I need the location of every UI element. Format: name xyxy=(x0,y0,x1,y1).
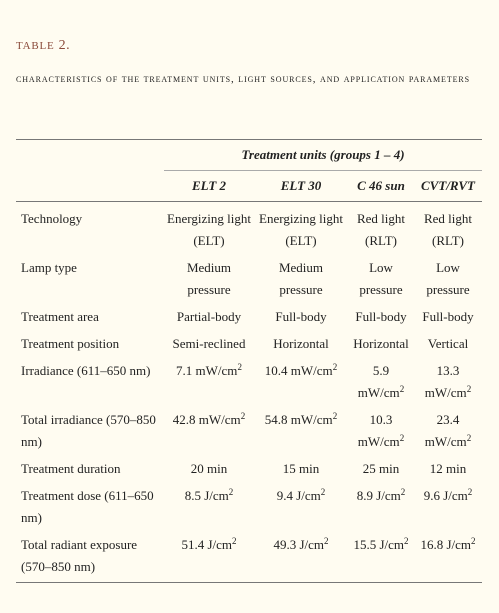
table-body xyxy=(16,202,482,583)
table-caption: characteristics of the treatment units, light sources, and application parameters xyxy=(16,73,470,85)
value-cell xyxy=(414,303,482,330)
value-text: 13.3 mW/cm xyxy=(424,363,467,400)
value-text: 8.9 J/cm xyxy=(356,488,401,503)
unit-header: ELT 2 xyxy=(164,171,254,202)
value-text: Full-body xyxy=(422,309,474,324)
value-text: Semi-reclined xyxy=(172,336,246,351)
table-label-number: 2. xyxy=(58,38,71,53)
value-cell xyxy=(254,531,348,582)
unit-exponent: 2 xyxy=(324,536,329,546)
table-label xyxy=(16,38,70,54)
unit-exponent: 2 xyxy=(471,536,476,546)
table-row xyxy=(16,482,482,531)
value-text: Horizontal xyxy=(353,336,409,351)
value-cell xyxy=(348,482,414,531)
group-header: Treatment units (groups 1 – 4) xyxy=(164,140,482,171)
value-cell xyxy=(348,455,414,482)
value-text: 5.9 mW/cm xyxy=(357,363,400,400)
value-cell xyxy=(414,202,482,255)
value-cell xyxy=(348,330,414,357)
table-row xyxy=(16,357,482,406)
value-text: 51.4 J/cm xyxy=(181,537,233,552)
unit-exponent: 2 xyxy=(320,487,326,497)
param-label: Lamp type xyxy=(21,260,77,275)
unit-exponent: 2 xyxy=(400,487,406,497)
value-text: Full-body xyxy=(275,309,327,324)
unit-exponent: 2 xyxy=(240,411,246,421)
unit-exponent: 2 xyxy=(404,536,409,546)
table-row xyxy=(16,406,482,455)
value-text: 15.5 J/cm xyxy=(353,537,405,552)
value-cell xyxy=(414,531,482,582)
value-cell xyxy=(348,357,414,406)
value-cell xyxy=(414,357,482,406)
value-cell xyxy=(348,531,414,582)
unit-exponent: 2 xyxy=(467,487,473,497)
param-label: Treatment duration xyxy=(21,461,121,476)
value-cell xyxy=(164,482,254,531)
value-text: Full-body xyxy=(355,309,407,324)
value-text: 42.8 mW/cm xyxy=(172,412,241,427)
value-text: Energizing light (ELT) xyxy=(259,211,343,248)
value-text: Medium pressure xyxy=(278,260,324,297)
value-text: 16.8 J/cm xyxy=(420,537,472,552)
value-cell xyxy=(254,357,348,406)
value-text: 20 min xyxy=(190,461,228,476)
value-text: Low pressure xyxy=(359,260,403,297)
param-label: Treatment dose (611–650 nm) xyxy=(21,488,154,525)
value-cell xyxy=(164,357,254,406)
value-cell xyxy=(164,303,254,330)
value-text: Energizing light (ELT) xyxy=(167,211,251,248)
param-label: Treatment position xyxy=(21,336,120,351)
value-cell xyxy=(348,406,414,455)
value-text: 23.4 mW/cm xyxy=(424,412,467,449)
unit-exponent: 2 xyxy=(466,433,472,443)
value-text: 49.3 J/cm xyxy=(273,537,325,552)
value-cell xyxy=(254,254,348,303)
value-cell xyxy=(254,455,348,482)
value-cell xyxy=(414,254,482,303)
value-cell xyxy=(348,303,414,330)
unit-exponent: 2 xyxy=(332,362,338,372)
value-cell xyxy=(164,531,254,582)
param-label: Treatment area xyxy=(21,309,99,324)
table-row xyxy=(16,531,482,582)
unit-exponent: 2 xyxy=(466,384,472,394)
value-cell xyxy=(348,202,414,255)
unit-header: ELT 30 xyxy=(254,171,348,202)
header-empty-cell xyxy=(16,140,164,171)
value-text: Red light (RLT) xyxy=(423,211,473,248)
value-text: Partial-body xyxy=(176,309,242,324)
value-cell xyxy=(348,254,414,303)
value-cell xyxy=(414,406,482,455)
unit-exponent: 2 xyxy=(237,362,242,372)
unit-exponent: 2 xyxy=(399,384,405,394)
param-label: Irradiance (611–650 nm) xyxy=(21,363,151,378)
unit-header: C 46 sun xyxy=(348,171,414,202)
value-text: 54.8 mW/cm xyxy=(264,412,333,427)
value-text: 8.5 J/cm xyxy=(184,488,229,503)
value-text: Red light (RLT) xyxy=(356,211,406,248)
value-cell xyxy=(164,455,254,482)
header-empty-cell xyxy=(16,171,164,202)
value-cell xyxy=(254,330,348,357)
unit-exponent: 2 xyxy=(228,487,234,497)
value-text: 9.6 J/cm xyxy=(423,488,468,503)
unit-exponent: 2 xyxy=(232,536,237,546)
table-row xyxy=(16,303,482,330)
group-header-row xyxy=(16,140,482,171)
unit-exponent: 2 xyxy=(332,411,338,421)
value-cell xyxy=(254,406,348,455)
data-table-container xyxy=(16,139,482,583)
value-text: Medium pressure xyxy=(186,260,232,297)
param-label: Total radiant exposure (570–850 nm) xyxy=(21,537,138,574)
value-cell xyxy=(254,202,348,255)
value-text: 9.4 J/cm xyxy=(276,488,321,503)
value-cell xyxy=(414,482,482,531)
value-cell xyxy=(254,482,348,531)
value-text: 12 min xyxy=(429,461,467,476)
value-text: 10.3 mW/cm xyxy=(357,412,400,449)
value-text: Low pressure xyxy=(426,260,470,297)
value-cell xyxy=(164,202,254,255)
table-row xyxy=(16,254,482,303)
value-text: 7.1 mW/cm xyxy=(176,363,238,378)
param-label: Total irradiance (570–850 nm) xyxy=(21,412,156,449)
value-cell xyxy=(164,406,254,455)
value-text: Vertical xyxy=(427,336,469,351)
value-text: 15 min xyxy=(282,461,320,476)
table-row xyxy=(16,455,482,482)
value-text: 25 min xyxy=(362,461,400,476)
value-cell xyxy=(164,254,254,303)
unit-exponent: 2 xyxy=(399,433,405,443)
table-row xyxy=(16,202,482,255)
value-text: Horizontal xyxy=(273,336,329,351)
units-header-row xyxy=(16,171,482,202)
value-cell xyxy=(254,303,348,330)
value-cell xyxy=(164,330,254,357)
param-label: Technology xyxy=(21,211,83,226)
value-cell xyxy=(414,330,482,357)
unit-header: CVT/RVT xyxy=(414,171,482,202)
value-cell xyxy=(414,455,482,482)
value-text: 10.4 mW/cm xyxy=(264,363,333,378)
table-label-prefix: TABLE xyxy=(16,40,55,52)
characteristics-table xyxy=(16,140,482,582)
table-row xyxy=(16,330,482,357)
